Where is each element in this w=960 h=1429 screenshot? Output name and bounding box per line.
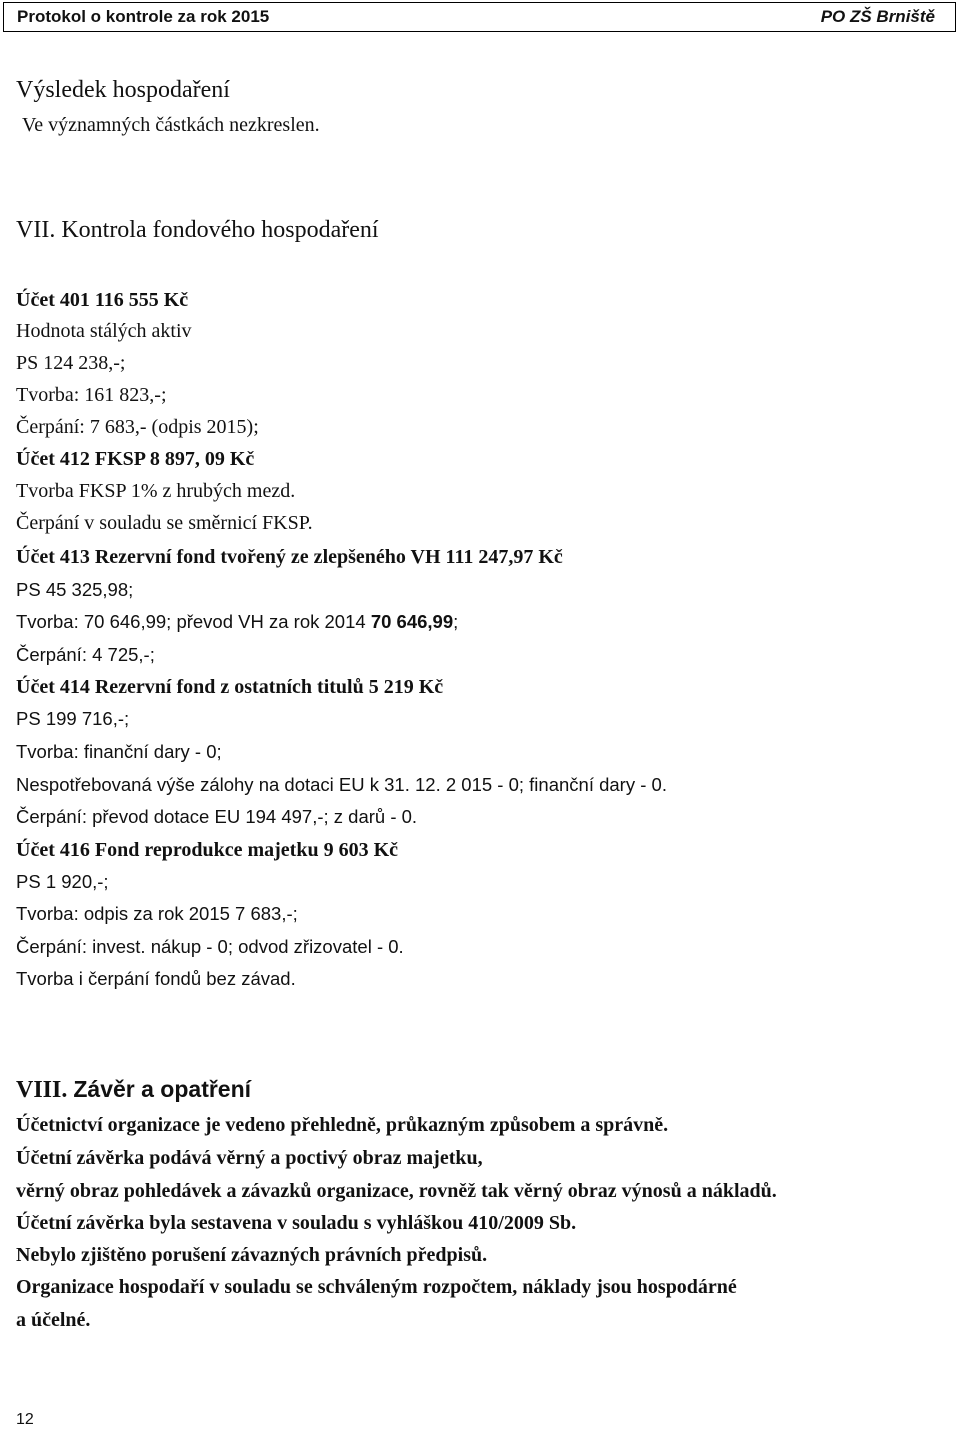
account-412-line: Účet 412 FKSP 8 897, 09 Kč — [16, 448, 255, 470]
account-414-unused-advance: Nespotřebovaná výše zálohy na dotaci EU k 31. 12. 2 015 - 0; finanční dary - 0. — [16, 774, 667, 795]
conclusion-budget-end: a účelné. — [16, 1309, 91, 1331]
account-401-cerpani: Čerpání: 7 683,- (odpis 2015); — [16, 416, 259, 438]
section8-heading — [16, 1074, 251, 1105]
page-number: 12 — [16, 1411, 34, 1428]
conclusion-budget: Organizace hospodaří v souladu se schváleným rozpočtem, náklady jsou hospodárné — [16, 1276, 737, 1298]
account-413-tvorba-end: ; — [453, 611, 459, 632]
result-heading: Výsledek hospodaření — [16, 77, 230, 103]
section8-title: Závěr a opatření — [73, 1076, 252, 1102]
funds-summary: Tvorba i čerpání fondů bez závad. — [16, 968, 296, 989]
account-414-ps: PS 199 716,-; — [16, 708, 130, 729]
section7-heading: VII. Kontrola fondového hospodaření — [16, 217, 379, 243]
account-412-tvorba: Tvorba FKSP 1% z hrubých mezd. — [16, 480, 296, 502]
result-note: Ve významných částkách nezkreslen. — [22, 114, 320, 136]
account-416-tvorba: Tvorba: odpis za rok 2015 7 683,-; — [16, 903, 298, 924]
account-401-ps: PS 124 238,-; — [16, 352, 126, 374]
account-413-tvorba — [16, 609, 458, 635]
account-401-line: Účet 401 116 555 Kč — [16, 289, 189, 311]
section8-number: VIII. — [16, 1077, 74, 1103]
page-header — [3, 2, 956, 32]
account-413-tvorba-text: Tvorba: 70 646,99; převod VH za rok 2014 — [16, 611, 371, 632]
conclusion-statement-assets: Účetní závěrka podává věrný a poctivý obraz majetku, — [16, 1147, 483, 1169]
conclusion-accounting: Účetnictví organizace je vedeno přehledně, průkazným způsobem a správně. — [16, 1114, 669, 1136]
fixed-assets-line: Hodnota stálých aktiv — [16, 320, 192, 342]
account-413-tvorba-amount: 70 646,99 — [370, 611, 454, 632]
account-413-line: Účet 413 Rezervní fond tvořený ze zlepšeného VH 111 247,97 Kč — [16, 546, 563, 568]
account-416-line: Účet 416 Fond reprodukce majetku 9 603 Kč — [16, 839, 399, 861]
account-401-tvorba: Tvorba: 161 823,-; — [16, 384, 167, 406]
school-name: PO ZŠ Brniště — [820, 7, 935, 26]
document-title: Protokol o kontrole za rok 2015 — [17, 7, 270, 26]
account-414-cerpani: Čerpání: převod dotace EU 194 497,-; z darů - 0. — [16, 806, 418, 827]
account-413-cerpani: Čerpání: 4 725,-; — [16, 644, 155, 665]
conclusion-statement-compliance: Účetní závěrka byla sestavena v souladu s vyhláškou 410/2009 Sb. — [16, 1212, 577, 1234]
conclusion-statement-receivables: věrný obraz pohledávek a závazků organizace, rovněž tak věrný obraz výnosů a nákladů. — [16, 1180, 777, 1202]
account-416-cerpani: Čerpání: invest. nákup - 0; odvod zřizovatel - 0. — [16, 936, 404, 957]
conclusion-no-violation: Nebylo zjištěno porušení závazných právních předpisů. — [16, 1244, 488, 1266]
account-416-ps: PS 1 920,-; — [16, 871, 109, 892]
account-414-line: Účet 414 Rezervní fond z ostatních titulů 5 219 Kč — [16, 676, 444, 698]
account-414-tvorba: Tvorba: finanční dary - 0; — [16, 741, 222, 762]
account-413-ps: PS 45 325,98; — [16, 579, 134, 600]
account-412-cerpani: Čerpání v souladu se směrnicí FKSP. — [16, 512, 313, 534]
